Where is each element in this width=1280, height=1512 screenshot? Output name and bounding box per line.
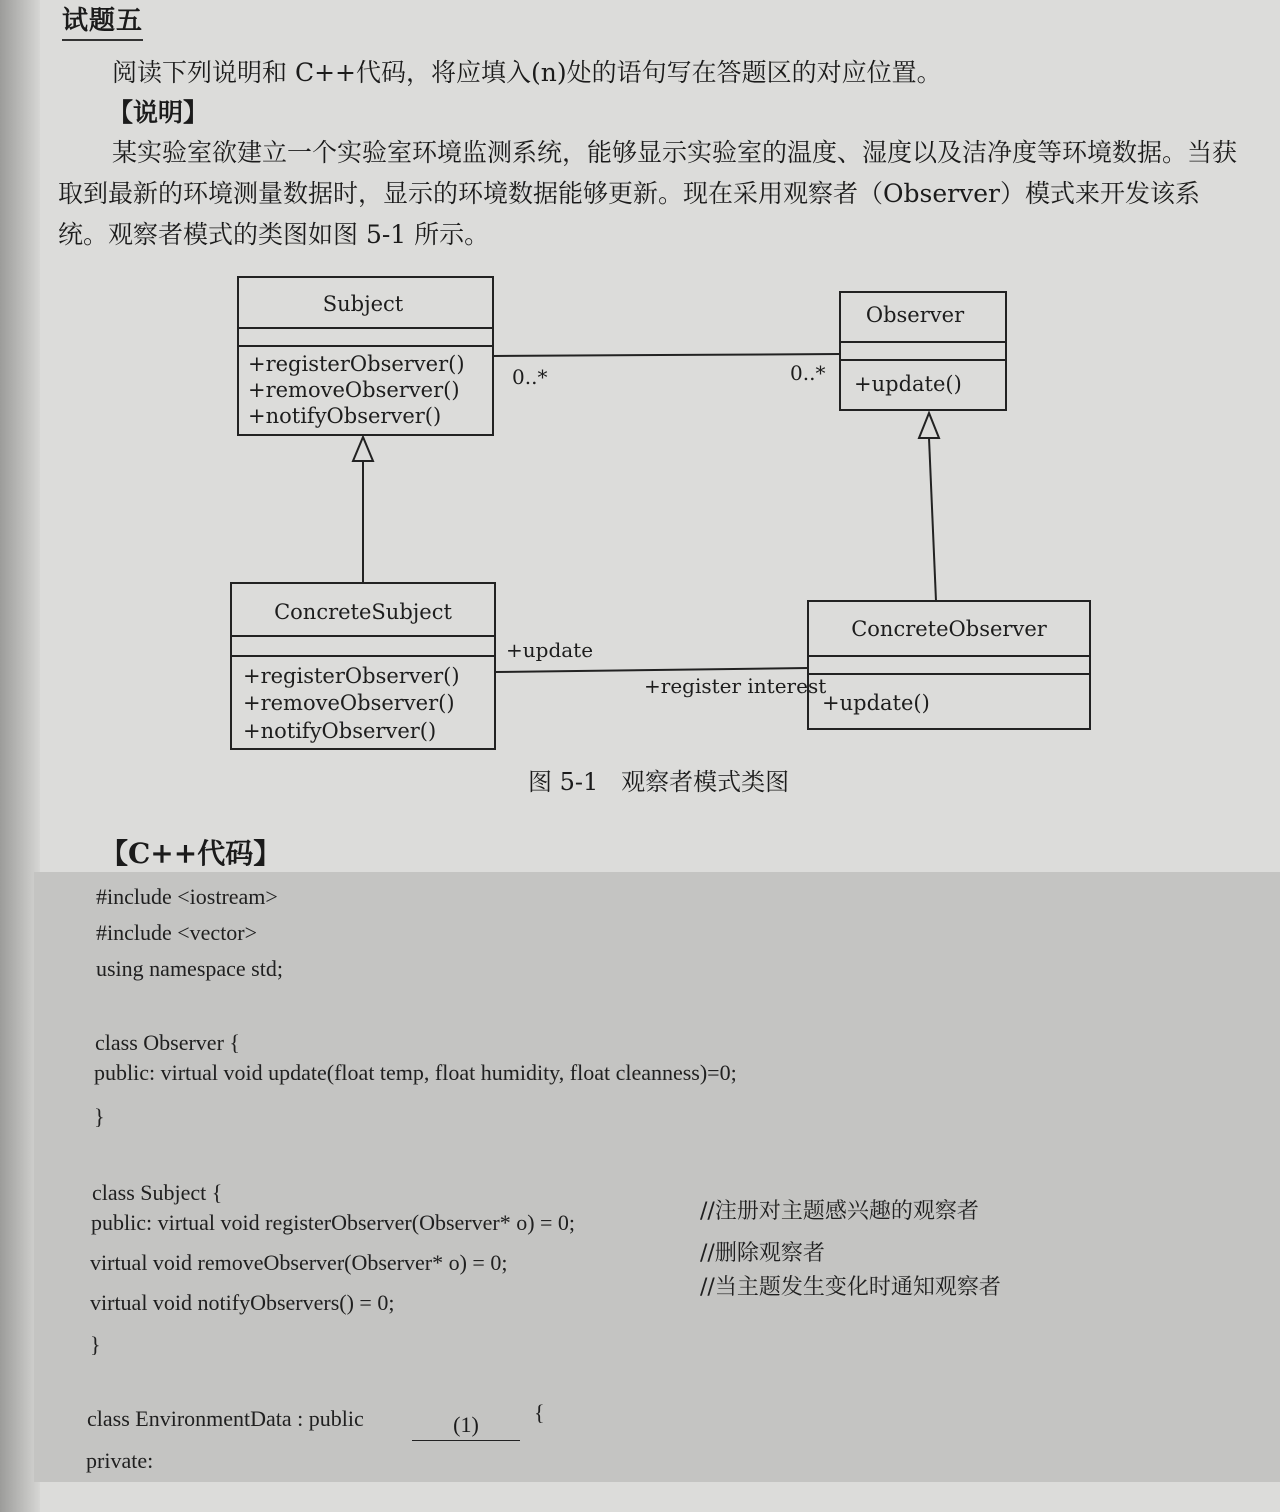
concrete-subject-method: +removeObserver() (243, 691, 455, 715)
answer-blank: (1) (412, 1412, 520, 1441)
code-line: public: virtual void registerObserver(Observer* o) = 0; (91, 1210, 576, 1235)
register-interest-line (495, 668, 808, 672)
question-title: 试题五 (62, 0, 143, 41)
code-comment: //注册对主题感兴趣的观察者 (700, 1199, 979, 1224)
code-line: class EnvironmentData : public (87, 1406, 364, 1431)
code-line: #include <vector> (96, 920, 258, 945)
code-heading: 【C++代码】 (100, 837, 282, 870)
code-line: #include <iostream> (96, 884, 278, 909)
intro-text: 阅读下列说明和 C++代码，将应填入(n)处的语句写在答题区的对应位置。 (112, 58, 942, 87)
register-interest-label: +register interest (644, 674, 827, 698)
figure-caption: 图 5-1 观察者模式类图 (528, 768, 790, 796)
section-heading: 【说明】 (108, 98, 209, 127)
code-comment: //当主题发生变化时通知观察者 (700, 1275, 1001, 1300)
concrete-observer-class-name: ConcreteObserver (851, 617, 1047, 641)
association-line (493, 354, 840, 356)
uml-class-diagram (0, 260, 1280, 760)
inheritance-arrow-subject (353, 437, 373, 461)
multiplicity-left: 0..* (512, 365, 548, 389)
concrete-subject-class-name: ConcreteSubject (274, 600, 452, 624)
code-line: using namespace std; (96, 956, 283, 981)
observer-method: +update() (854, 372, 962, 396)
code-line: public: virtual void update(float temp, float humidity, float cleanness)=0; (94, 1060, 737, 1085)
code-line: virtual void notifyObservers() = 0; (90, 1290, 395, 1315)
code-line: { (534, 1400, 545, 1425)
subject-class-name: Subject (322, 292, 404, 316)
subject-method: +notifyObserver() (248, 404, 442, 428)
inheritance-arrow-observer (919, 413, 939, 438)
description-text: 某实验室欲建立一个实验室环境监测系统，能够显示实验室的温度、湿度以及洁净度等环境数据。当获取到最新的环境测量数据时，显示的环境数据能够更新。现在采用观察者（Observer）模式来开发该系统。观察者模式的类图如图 5-1 所示。 (58, 138, 1238, 249)
concrete-observer-method: +update() (822, 691, 930, 715)
update-link-label: +update (506, 638, 594, 662)
code-line: class Subject { (92, 1180, 223, 1205)
code-line: virtual void removeObserver(Observer* o) = 0; (90, 1250, 508, 1275)
subject-method: +registerObserver() (248, 352, 465, 376)
concrete-subject-method: +registerObserver() (243, 664, 460, 688)
code-comment: //删除观察者 (700, 1241, 825, 1266)
code-line: private: (86, 1448, 154, 1473)
code-line: class Observer { (95, 1030, 240, 1055)
code-line: } (94, 1104, 105, 1129)
multiplicity-right: 0..* (790, 361, 826, 385)
code-line: } (90, 1332, 101, 1357)
observer-class-name: Observer (865, 303, 965, 327)
subject-method: +removeObserver() (248, 378, 460, 402)
concrete-subject-method: +notifyObserver() (243, 719, 437, 743)
